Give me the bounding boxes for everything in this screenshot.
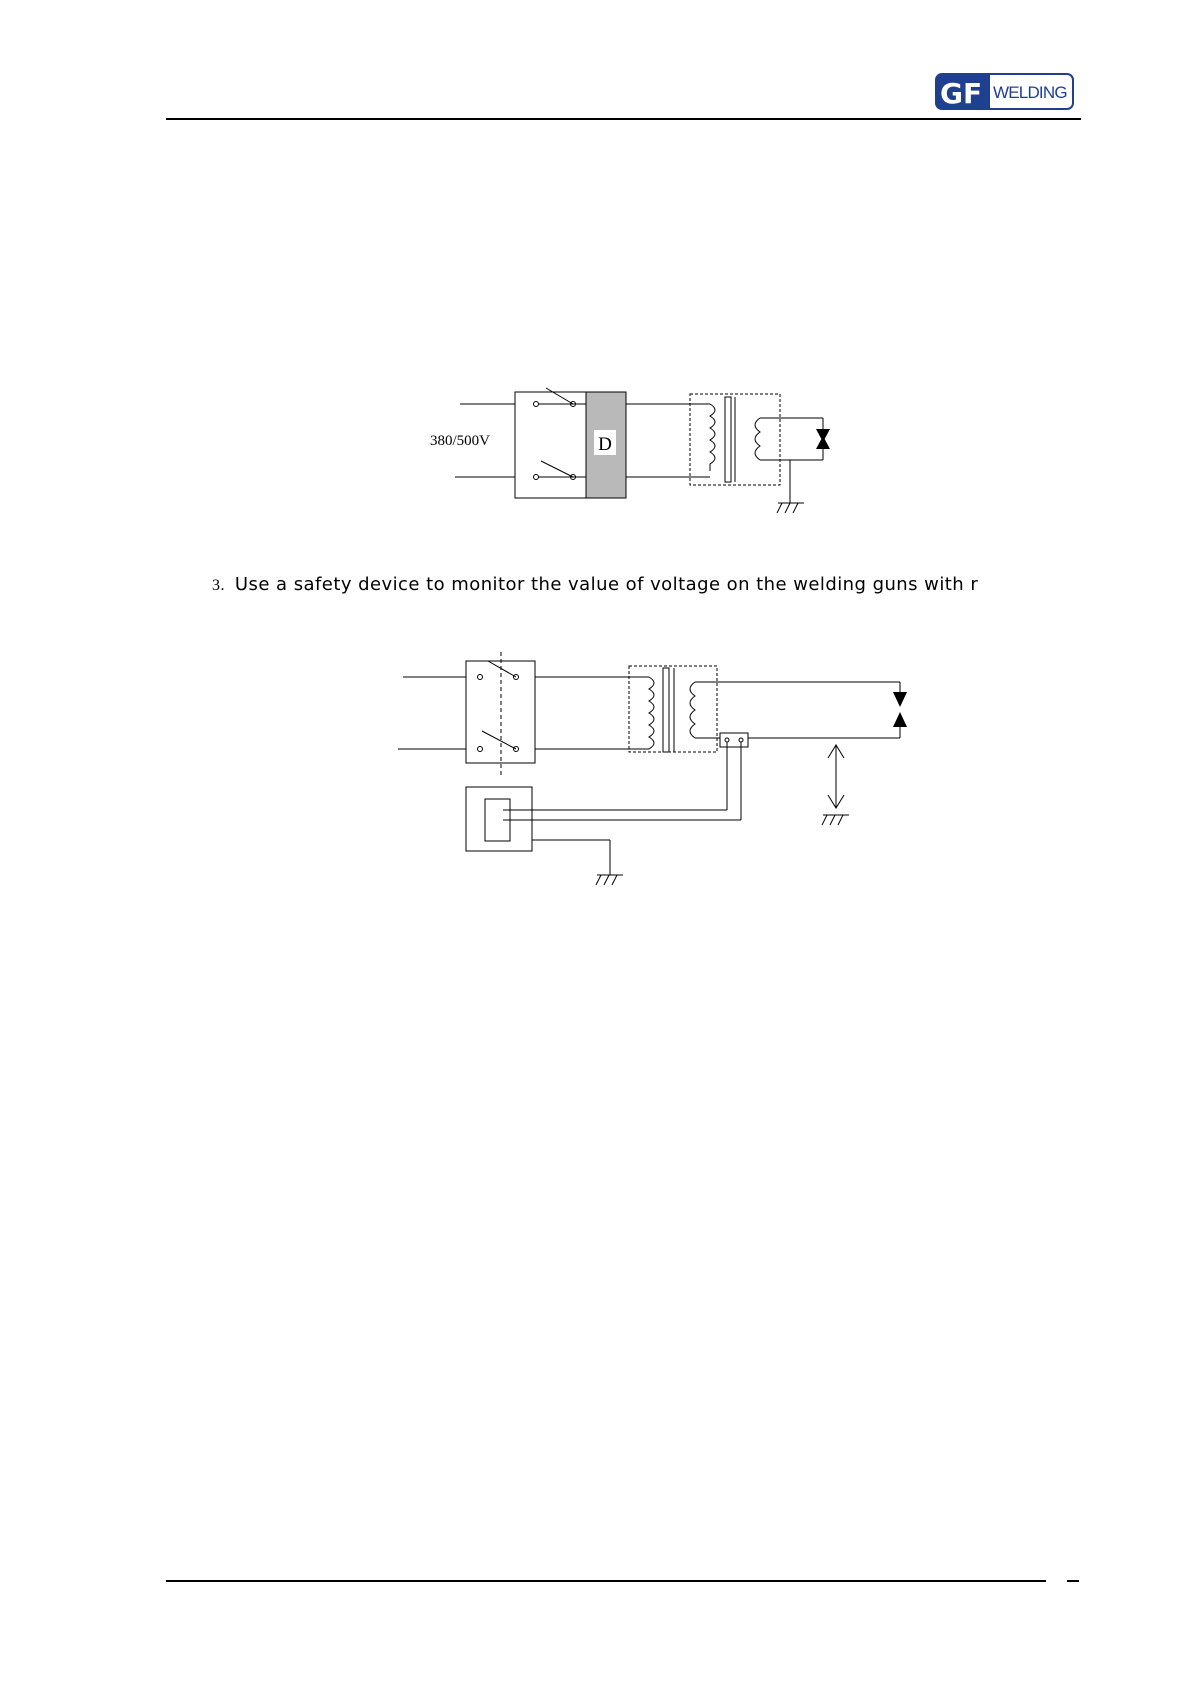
logo-wordmark: WELDING <box>993 83 1067 102</box>
list-item-number: 3. <box>212 577 225 594</box>
circuit-diagram-2 <box>395 650 915 910</box>
list-item-text: Use a safety device to monitor the value of voltage on the welding guns with r <box>234 574 979 595</box>
list-item-3 <box>212 574 978 595</box>
voltage-label: 380/500V <box>430 433 490 449</box>
logo-mark-text: GF <box>940 77 983 110</box>
footer-page-mark <box>1067 1580 1079 1582</box>
electrode-upper-icon <box>893 692 907 707</box>
circuit-diagram-1 <box>420 385 840 530</box>
gf-welding-logo <box>935 73 1074 110</box>
electrode-lower-icon <box>816 436 830 449</box>
header-rule <box>166 118 1081 120</box>
footer-rule <box>166 1580 1046 1582</box>
device-d-label: D <box>598 434 612 455</box>
electrode-lower-icon <box>893 712 907 727</box>
